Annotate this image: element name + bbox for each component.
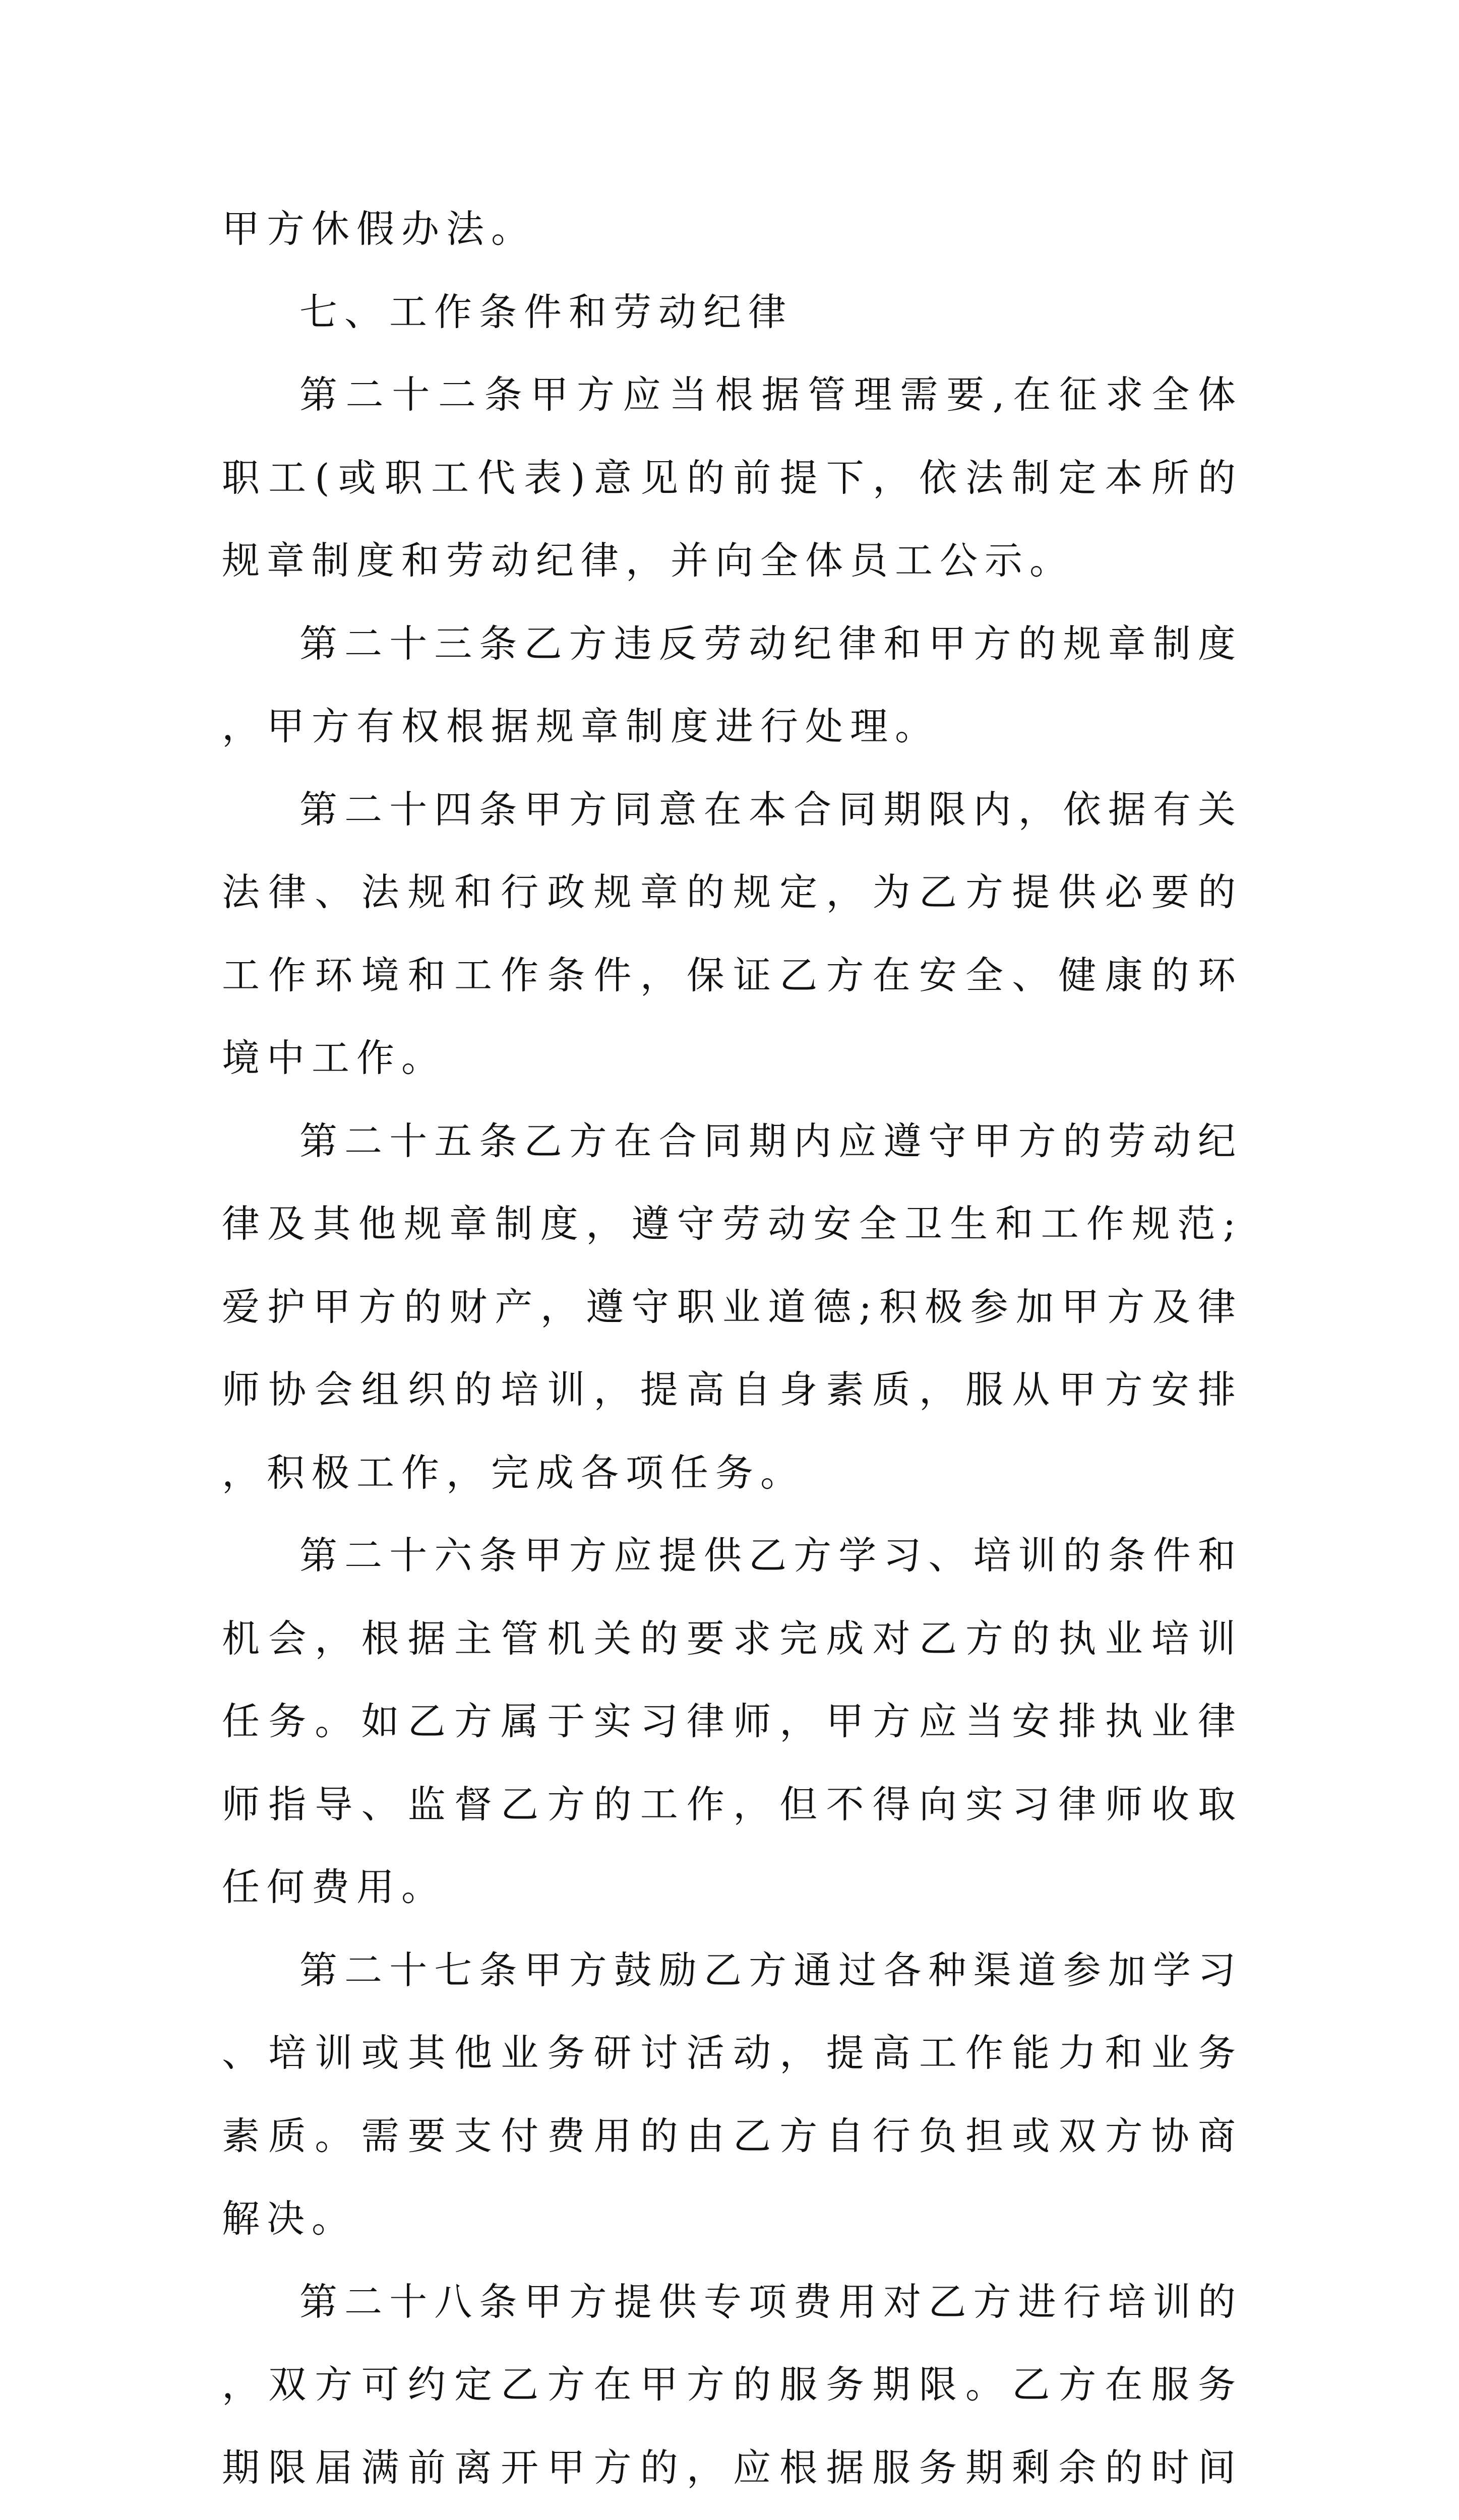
article-28-paragraph: 第二十八条甲方提供专项费用对乙方进行培训的，双方可约定乙方在甲方的服务期限。乙方在服务期限届满前离开甲方的，应根据服务期剩余的时间 (222, 2260, 1243, 2520)
paragraph-vacation-policy: 甲方休假办法。 (222, 187, 1243, 271)
article-26-paragraph: 第二十六条甲方应提供乙方学习、培训的条件和机会，根据主管机关的要求完成对乙方的执业培训任务。如乙方属于实习律师，甲方应当安排执业律师指导、监督乙方的工作，但不得向实习律师收取任何费用。 (222, 1514, 1243, 1929)
article-27-paragraph: 第二十七条甲方鼓励乙方通过各种渠道参加学习、培训或其他业务研讨活动，提高工作能力和业务素质。需要支付费用的由乙方自行负担或双方协商解决。 (222, 1929, 1243, 2260)
article-23-paragraph: 第二十三条乙方违反劳动纪律和甲方的规章制度，甲方有权根据规章制度进行处理。 (222, 602, 1243, 768)
document-body (222, 187, 1243, 2520)
article-22-paragraph: 第二十二条甲方应当根据管理需要,在征求全体职工(或职工代表)意见的前提下，依法制定本所的规章制度和劳动纪律，并向全体员工公示。 (222, 353, 1243, 602)
article-24-paragraph: 第二十四条甲方同意在本合同期限内，依据有关法律、法规和行政规章的规定，为乙方提供必要的工作环境和工作条件，保证乙方在安全、健康的环境中工作。 (222, 768, 1243, 1100)
section-heading-working-conditions: 七、工作条件和劳动纪律 (222, 271, 1243, 354)
article-25-paragraph: 第二十五条乙方在合同期内应遵守甲方的劳动纪律及其他规章制度，遵守劳动安全卫生和工作规范;爱护甲方的财产，遵守职业道德;积极参加甲方及律师协会组织的培训，提高自身素质，服从甲方安排，积极工作，完成各项任务。 (222, 1100, 1243, 1515)
